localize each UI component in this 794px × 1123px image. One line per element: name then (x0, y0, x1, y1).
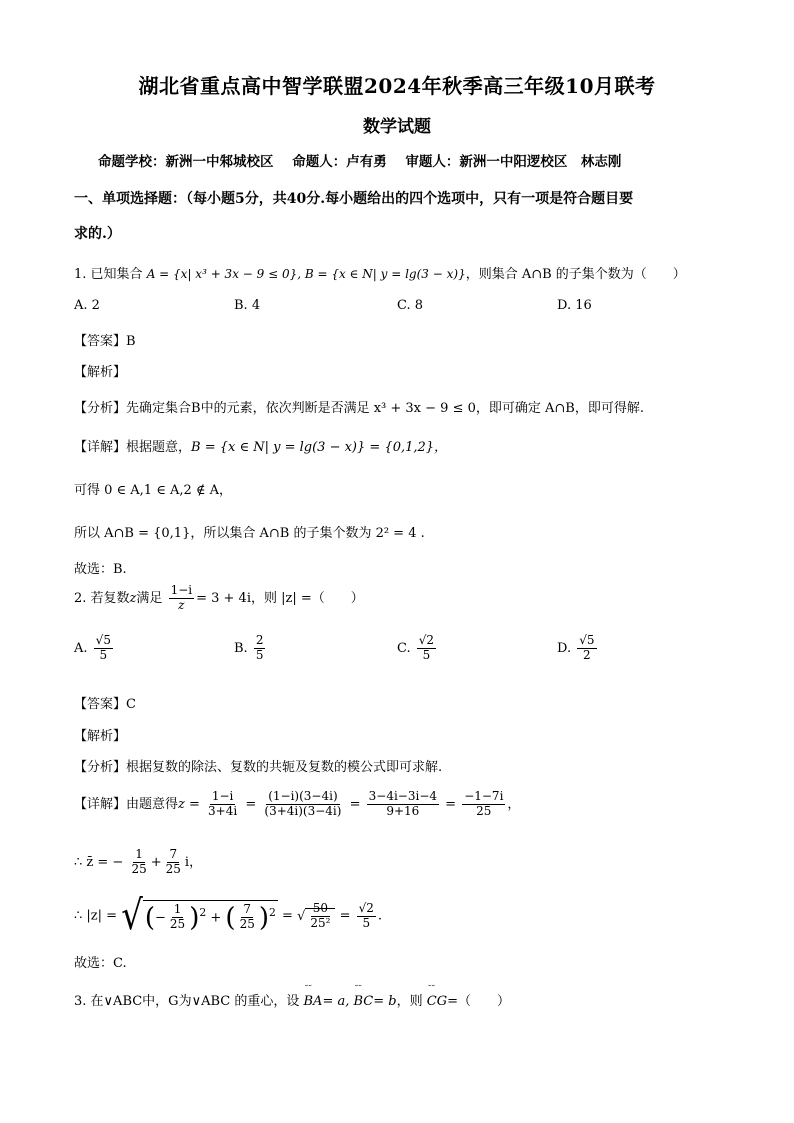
q2-option-b: B. $\frac{2}{5}$ (234, 633, 264, 662)
page-subtitle: 数学试题 (363, 117, 431, 137)
q1-detail: 【详解】根据题意，B = {x ∈ N| y = lg(3 − x)} = {0,1,2}， (74, 440, 448, 455)
q1-option-d: D. 16 (557, 298, 592, 313)
reviewer: 审题人：新洲一中阳逻校区 林志刚 (405, 154, 622, 170)
vector-cg: ˘˘ CG (427, 994, 447, 1009)
q2-fraction: $\frac{1-i}{z}$ (170, 583, 193, 612)
q1-sets: A = {x| x³ + 3x − 9 ≤ 0}, B = {x ∈ N| y = lg(3 − x)} (146, 267, 466, 281)
author-line (98, 150, 621, 170)
q2-detail-step3: ∴ |z| = √(− $\frac{1}{25}$ )$^2$ + ( $\frac{7}{25}$ )$^2$ = √ $\frac{50}{\text{25²}}$ = $\frac{√2}{5}$ . (74, 892, 383, 940)
q2-option-d: D. $\frac{√5}{2}$ (557, 633, 595, 662)
section-heading-cont: 求的.） (74, 226, 121, 242)
vector-bc: ˘˘ BC (354, 994, 374, 1009)
q2-conclusion: 故选：C. (74, 956, 127, 971)
proposing-school: 命题学校：新洲一中邾城校区 (98, 154, 274, 170)
page-title: 湖北省重点高中智学联盟2024年秋季高三年级10月联考 (138, 74, 656, 98)
vector-ba: ˘˘ BA (303, 994, 322, 1009)
q2-analysis-label: 【解析】 (74, 729, 127, 744)
q1-detail-step3: 所以 A∩B = {0,1}，所以集合 A∩B 的子集个数为 2² = 4 . (74, 526, 425, 541)
q1-fenxi: 【分析】先确定集合B中的元素，依次判断是否满足 x³ + 3x − 9 ≤ 0，即可确定 A∩B，即可得解. (74, 401, 644, 416)
q1-answer: 【答案】B (74, 334, 136, 349)
q2-fenxi: 【分析】根据复数的除法、复数的共轭及复数的模公式即可求解. (74, 760, 443, 775)
q1-option-c: C. 8 (397, 298, 424, 313)
q1-option-b: B. 4 (234, 298, 261, 313)
proposer: 命题人：卢有勇 (292, 154, 387, 170)
q3-stem: 3. 在∨ABC中，G为∨ABC 的重心，设 ˘˘ BA= a, ˘˘ BC= b，则 ˘˘ CG=（ ） (74, 990, 510, 1009)
section-heading: 一、单项选择题：（每小题5分，共40分.每小题给出的四个选项中，只有一项是符合题目要 (74, 191, 634, 207)
q1-option-a: A. 2 (74, 298, 100, 313)
q1-analysis-label: 【解析】 (74, 365, 127, 380)
q1-stem: 1. 已知集合 A = {x| x³ + 3x − 9 ≤ 0}, B = {x ∈ N| y = lg(3 − x)}，则集合 A∩B 的子集个数为（ ） (74, 267, 686, 282)
q2-answer: 【答案】C (74, 697, 136, 712)
q2-option-a: A. $\frac{√5}{5}$ (74, 633, 111, 662)
q2-detail-step2: ∴ z̄ = − $\frac{1}{25}$ + $\frac{7}{25}$ i， (74, 847, 203, 876)
q2-detail-step1: 【详解】由题意得z = $\frac{1-i}{3+4i}$ = $\frac{(1-i)(3-4i)}{(3+4i)(3-4i)}$ = $\frac{3-4i-3i-4}{9+16}$ = $\frac{-1-7i}{25}$ ， (74, 789, 521, 818)
q2-option-c: C. $\frac{√2}{5}$ (397, 633, 435, 662)
q2-stem: 2. 若复数z满足 $\frac{1-i}{z}$ = 3 + 4i，则 |z| =（ ） (74, 583, 364, 612)
q1-detail-step2: 可得 0 ∈ A,1 ∈ A,2 ∉ A， (74, 483, 233, 498)
q1-conclusion: 故选：B. (74, 562, 127, 577)
